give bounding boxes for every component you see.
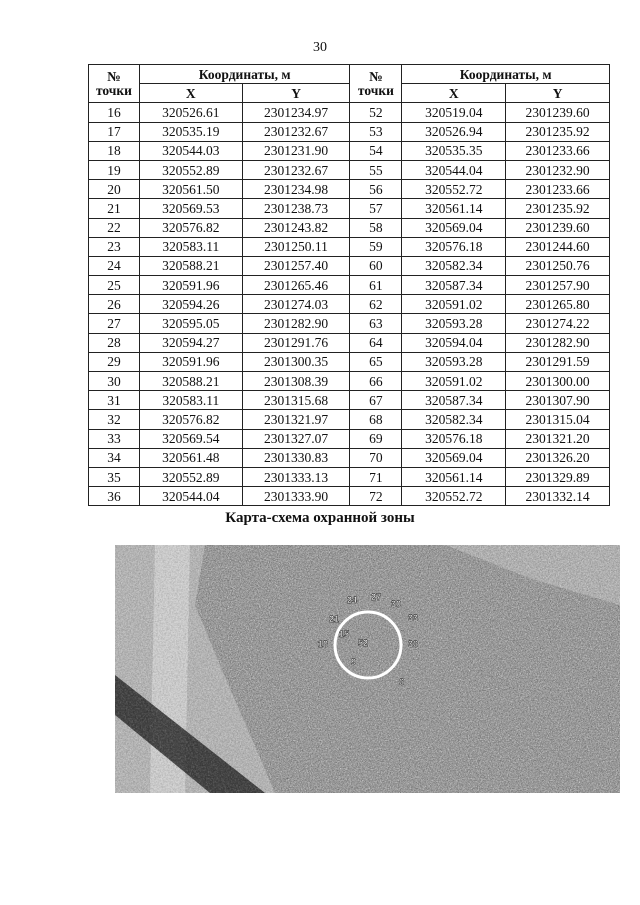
table-cell-n2: 64 bbox=[350, 333, 402, 352]
table-cell-y1: 2301315.68 bbox=[242, 391, 350, 410]
table-cell-n1: 23 bbox=[89, 237, 140, 256]
table-cell-x1: 320535.19 bbox=[139, 122, 242, 141]
table-cell-x2: 320593.28 bbox=[402, 314, 506, 333]
table-cell-x1: 320591.96 bbox=[139, 276, 242, 295]
table-cell-n1: 25 bbox=[89, 276, 140, 295]
table-cell-x2: 320587.34 bbox=[402, 391, 506, 410]
table-cell-x2: 320593.28 bbox=[402, 352, 506, 371]
table-cell-x1: 320544.03 bbox=[139, 141, 242, 160]
table-row bbox=[89, 333, 610, 352]
table-row bbox=[89, 448, 610, 467]
table-cell-n2: 71 bbox=[350, 467, 402, 486]
table-cell-n1: 26 bbox=[89, 295, 140, 314]
table-cell-y1: 2301308.39 bbox=[242, 372, 350, 391]
table-cell-n2: 59 bbox=[350, 237, 402, 256]
map-point-label: 30 bbox=[391, 599, 402, 609]
table-row bbox=[89, 314, 610, 333]
table-cell-n2: 58 bbox=[350, 218, 402, 237]
table-cell-y2: 2301326.20 bbox=[506, 448, 610, 467]
table-cell-y2: 2301232.90 bbox=[506, 160, 610, 179]
table-cell-x1: 320576.82 bbox=[139, 410, 242, 429]
table-cell-x1: 320552.89 bbox=[139, 467, 242, 486]
table-cell-x1: 320591.96 bbox=[139, 352, 242, 371]
protection-zone-map bbox=[115, 545, 620, 793]
page-number: 30 bbox=[313, 40, 327, 55]
table-cell-x2: 320569.04 bbox=[402, 218, 506, 237]
table-cell-y1: 2301232.67 bbox=[242, 122, 350, 141]
header-y: Y bbox=[506, 84, 610, 103]
table-cell-y2: 2301250.76 bbox=[506, 256, 610, 275]
header-y: Y bbox=[242, 84, 350, 103]
table-cell-x2: 320569.04 bbox=[402, 448, 506, 467]
table-cell-y2: 2301239.60 bbox=[506, 103, 610, 122]
map-point-label: 6 bbox=[399, 677, 405, 687]
table-row bbox=[89, 218, 610, 237]
table-cell-n1: 21 bbox=[89, 199, 140, 218]
table-cell-n2: 63 bbox=[350, 314, 402, 333]
table-row bbox=[89, 352, 610, 371]
table-cell-y2: 2301235.92 bbox=[506, 122, 610, 141]
table-cell-n1: 29 bbox=[89, 352, 140, 371]
table-cell-y2: 2301321.20 bbox=[506, 429, 610, 448]
table-cell-x1: 320569.53 bbox=[139, 199, 242, 218]
table-cell-x2: 320582.34 bbox=[402, 256, 506, 275]
table-cell-y1: 2301274.03 bbox=[242, 295, 350, 314]
table-cell-x2: 320535.35 bbox=[402, 141, 506, 160]
table-cell-y2: 2301307.90 bbox=[506, 391, 610, 410]
table-cell-y2: 2301244.60 bbox=[506, 237, 610, 256]
table-cell-y2: 2301235.92 bbox=[506, 199, 610, 218]
table-row bbox=[89, 256, 610, 275]
table-cell-y2: 2301315.04 bbox=[506, 410, 610, 429]
table-cell-n2: 68 bbox=[350, 410, 402, 429]
table-cell-n1: 24 bbox=[89, 256, 140, 275]
header-point-number: № точки bbox=[350, 65, 402, 103]
table-cell-x2: 320519.04 bbox=[402, 103, 506, 122]
table-cell-x1: 320583.11 bbox=[139, 237, 242, 256]
table-cell-y1: 2301300.35 bbox=[242, 352, 350, 371]
map-image bbox=[115, 545, 620, 793]
table-cell-x2: 320552.72 bbox=[402, 487, 506, 506]
table-cell-x1: 320561.48 bbox=[139, 448, 242, 467]
table-cell-y1: 2301250.11 bbox=[242, 237, 350, 256]
table-cell-y1: 2301282.90 bbox=[242, 314, 350, 333]
table-row bbox=[89, 199, 610, 218]
header-point-number: № точки bbox=[89, 65, 140, 103]
table-cell-x1: 320594.27 bbox=[139, 333, 242, 352]
table-cell-x1: 320561.50 bbox=[139, 180, 242, 199]
table-cell-x2: 320561.14 bbox=[402, 199, 506, 218]
map-point-label: 27 bbox=[371, 592, 382, 602]
table-cell-y1: 2301327.07 bbox=[242, 429, 350, 448]
table-cell-y1: 2301257.40 bbox=[242, 256, 350, 275]
table-cell-y1: 2301321.97 bbox=[242, 410, 350, 429]
table-cell-n1: 27 bbox=[89, 314, 140, 333]
table-cell-n1: 16 bbox=[89, 103, 140, 122]
table-cell-n1: 30 bbox=[89, 372, 140, 391]
table-row bbox=[89, 180, 610, 199]
table-cell-y1: 2301231.90 bbox=[242, 141, 350, 160]
table-cell-n1: 18 bbox=[89, 141, 140, 160]
table-cell-x2: 320594.04 bbox=[402, 333, 506, 352]
map-point-label: 33 bbox=[408, 613, 419, 623]
table-cell-x2: 320526.94 bbox=[402, 122, 506, 141]
table-cell-n2: 57 bbox=[350, 199, 402, 218]
map-point-label: 24 bbox=[347, 595, 358, 605]
table-cell-n2: 72 bbox=[350, 487, 402, 506]
table-cell-n1: 19 bbox=[89, 160, 140, 179]
table-cell-y1: 2301333.13 bbox=[242, 467, 350, 486]
table-cell-n2: 69 bbox=[350, 429, 402, 448]
table-cell-n1: 22 bbox=[89, 218, 140, 237]
map-point-label: 21 bbox=[329, 614, 340, 624]
table-row bbox=[89, 160, 610, 179]
table-cell-y1: 2301243.82 bbox=[242, 218, 350, 237]
table-cell-n2: 61 bbox=[350, 276, 402, 295]
table-cell-y1: 2301234.98 bbox=[242, 180, 350, 199]
table-cell-x2: 320576.18 bbox=[402, 237, 506, 256]
table-cell-n1: 34 bbox=[89, 448, 140, 467]
table-cell-n1: 31 bbox=[89, 391, 140, 410]
table-cell-n2: 55 bbox=[350, 160, 402, 179]
map-point-label: 9 bbox=[351, 657, 357, 667]
table-cell-n2: 52 bbox=[350, 103, 402, 122]
table-row bbox=[89, 141, 610, 160]
header-x: X bbox=[402, 84, 506, 103]
table-cell-n2: 53 bbox=[350, 122, 402, 141]
table-row bbox=[89, 372, 610, 391]
table-row bbox=[89, 122, 610, 141]
table-cell-y2: 2301291.59 bbox=[506, 352, 610, 371]
table-cell-n1: 17 bbox=[89, 122, 140, 141]
map-point-label: 36 bbox=[408, 639, 419, 649]
table-cell-n1: 35 bbox=[89, 467, 140, 486]
table-cell-n1: 28 bbox=[89, 333, 140, 352]
map-point-label: 52 bbox=[358, 638, 369, 648]
table-cell-x2: 320582.34 bbox=[402, 410, 506, 429]
table-cell-y2: 2301233.66 bbox=[506, 180, 610, 199]
table-row bbox=[89, 429, 610, 448]
table-cell-n2: 70 bbox=[350, 448, 402, 467]
table-row bbox=[89, 103, 610, 122]
table-cell-x1: 320595.05 bbox=[139, 314, 242, 333]
table-cell-y1: 2301333.90 bbox=[242, 487, 350, 506]
table-cell-x1: 320588.21 bbox=[139, 372, 242, 391]
table-cell-y1: 2301232.67 bbox=[242, 160, 350, 179]
table-cell-y1: 2301234.97 bbox=[242, 103, 350, 122]
table-cell-x1: 320526.61 bbox=[139, 103, 242, 122]
table-cell-y2: 2301265.80 bbox=[506, 295, 610, 314]
table-cell-n1: 20 bbox=[89, 180, 140, 199]
header-coordinates: Координаты, м bbox=[402, 65, 610, 84]
table-row bbox=[89, 410, 610, 429]
table-cell-n1: 36 bbox=[89, 487, 140, 506]
table-cell-n2: 65 bbox=[350, 352, 402, 371]
table-cell-n1: 33 bbox=[89, 429, 140, 448]
map-point-label: 15 bbox=[339, 629, 350, 639]
table-row bbox=[89, 237, 610, 256]
table-cell-x2: 320544.04 bbox=[402, 160, 506, 179]
map-point-label: 18 bbox=[318, 639, 329, 649]
header-x: X bbox=[139, 84, 242, 103]
table-cell-x2: 320552.72 bbox=[402, 180, 506, 199]
table-cell-n2: 56 bbox=[350, 180, 402, 199]
table-cell-x2: 320591.02 bbox=[402, 295, 506, 314]
table-cell-x2: 320576.18 bbox=[402, 429, 506, 448]
table-cell-n2: 66 bbox=[350, 372, 402, 391]
table-cell-n1: 32 bbox=[89, 410, 140, 429]
table-cell-n2: 54 bbox=[350, 141, 402, 160]
table-cell-n2: 60 bbox=[350, 256, 402, 275]
table-cell-x1: 320583.11 bbox=[139, 391, 242, 410]
table-cell-x2: 320587.34 bbox=[402, 276, 506, 295]
table-cell-x1: 320588.21 bbox=[139, 256, 242, 275]
table-row bbox=[89, 487, 610, 506]
table-cell-x1: 320544.04 bbox=[139, 487, 242, 506]
coordinates-table bbox=[88, 64, 610, 506]
table-cell-x2: 320591.02 bbox=[402, 372, 506, 391]
table-row bbox=[89, 276, 610, 295]
table-cell-n2: 67 bbox=[350, 391, 402, 410]
table-cell-y2: 2301233.66 bbox=[506, 141, 610, 160]
table-cell-y1: 2301291.76 bbox=[242, 333, 350, 352]
table-cell-n2: 62 bbox=[350, 295, 402, 314]
table-row bbox=[89, 391, 610, 410]
table-row bbox=[89, 295, 610, 314]
map-texture bbox=[115, 545, 620, 793]
table-cell-x1: 320569.54 bbox=[139, 429, 242, 448]
table-cell-y1: 2301330.83 bbox=[242, 448, 350, 467]
table-row bbox=[89, 467, 610, 486]
table-cell-x1: 320594.26 bbox=[139, 295, 242, 314]
table-cell-x1: 320576.82 bbox=[139, 218, 242, 237]
table-cell-y2: 2301329.89 bbox=[506, 467, 610, 486]
table-cell-y2: 2301274.22 bbox=[506, 314, 610, 333]
table-cell-y2: 2301332.14 bbox=[506, 487, 610, 506]
table-cell-y2: 2301300.00 bbox=[506, 372, 610, 391]
table-cell-x2: 320561.14 bbox=[402, 467, 506, 486]
table-cell-y1: 2301238.73 bbox=[242, 199, 350, 218]
map-title: Карта-схема охранной зоны bbox=[225, 510, 415, 526]
table-cell-y1: 2301265.46 bbox=[242, 276, 350, 295]
table-cell-y2: 2301282.90 bbox=[506, 333, 610, 352]
table-cell-y2: 2301257.90 bbox=[506, 276, 610, 295]
table-cell-y2: 2301239.60 bbox=[506, 218, 610, 237]
table-cell-x1: 320552.89 bbox=[139, 160, 242, 179]
header-coordinates: Координаты, м bbox=[139, 65, 350, 84]
